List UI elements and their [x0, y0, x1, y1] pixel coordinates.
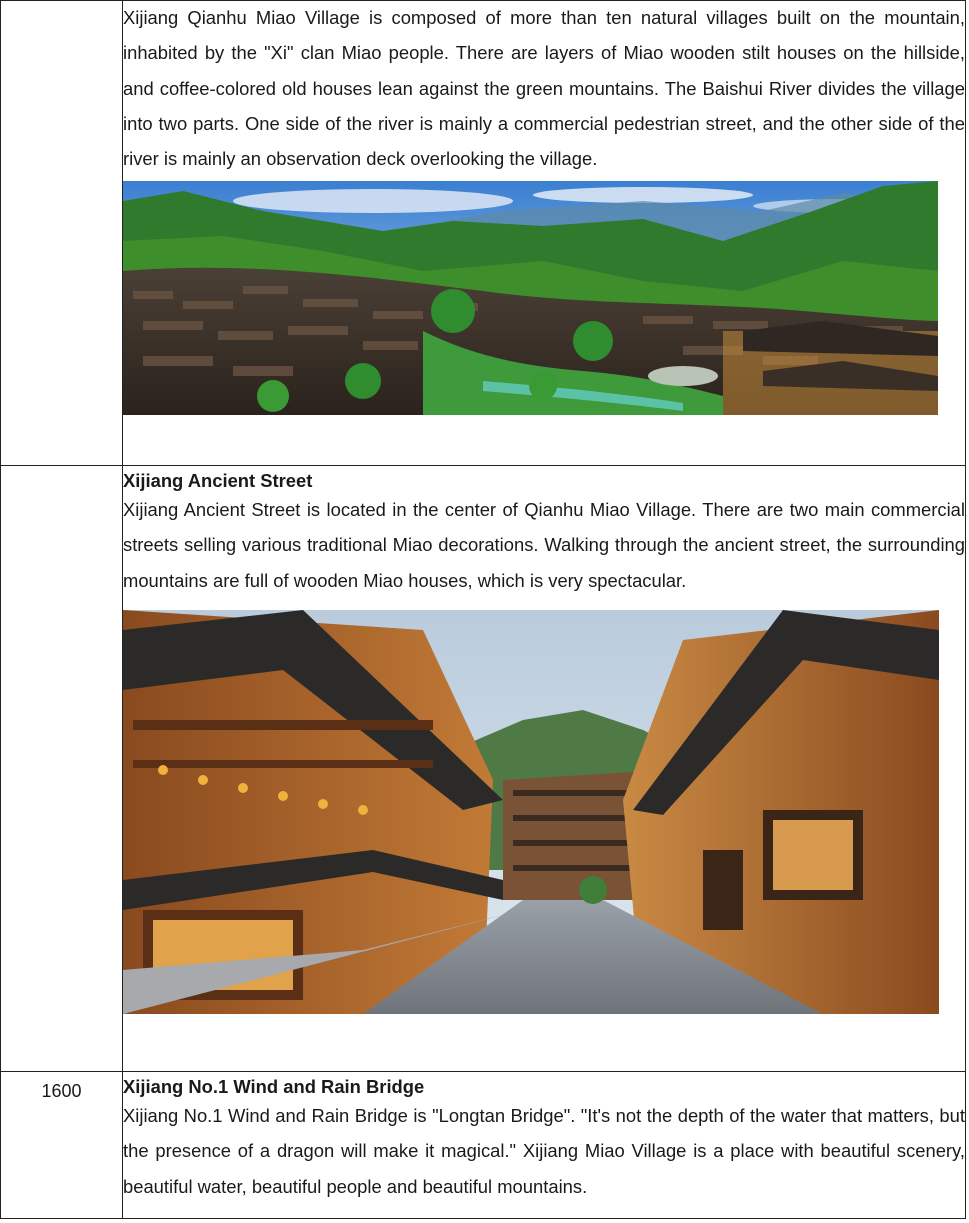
table-row — [1, 1072, 966, 1219]
content-cell — [123, 1, 966, 466]
description-text: Xijiang Qianhu Miao Village is composed of more than ten natural villages built on the mountain, inhabited by the "Xi" clan Miao people. There are layers of Miao wooden stilt houses on the hillside, and coffee-colored old houses lean against the green mountains. The Baishui River divides the village into two parts. One side of the river is mainly a commercial pedestrian street, and the other side of the river is mainly an observation deck overlooking the village. — [123, 7, 965, 170]
description-text: Xijiang No.1 Wind and Rain Bridge is "Longtan Bridge". "It's not the depth of the water that matters, but the presence of a dragon will make it magical." Xijiang Miao Village is a place with beautiful scenery, beautiful water, beautiful people and beautiful mountains. — [123, 1105, 965, 1197]
section-heading: Xijiang Ancient Street — [123, 470, 313, 491]
table-row — [1, 1, 966, 466]
table-row — [1, 466, 966, 1072]
section-heading: Xijiang No.1 Wind and Rain Bridge — [123, 1076, 425, 1097]
ancient-street-photo — [123, 610, 939, 1014]
content-cell — [123, 466, 966, 1072]
time-label: 1600 — [41, 1081, 82, 1101]
description-text: Xijiang Ancient Street is located in the center of Qianhu Miao Village. There are two main commercial streets selling various traditional Miao decorations. Walking through the ancient street, the surrounding mountains are full of wooden Miao houses, which is very spectacular. — [123, 499, 965, 591]
time-cell — [1, 466, 123, 1072]
village-panorama-photo — [123, 181, 938, 415]
time-cell — [1, 1072, 123, 1219]
time-cell — [1, 1, 123, 466]
time-label — [1, 466, 122, 475]
content-cell — [123, 1072, 966, 1219]
time-label — [1, 1, 122, 10]
